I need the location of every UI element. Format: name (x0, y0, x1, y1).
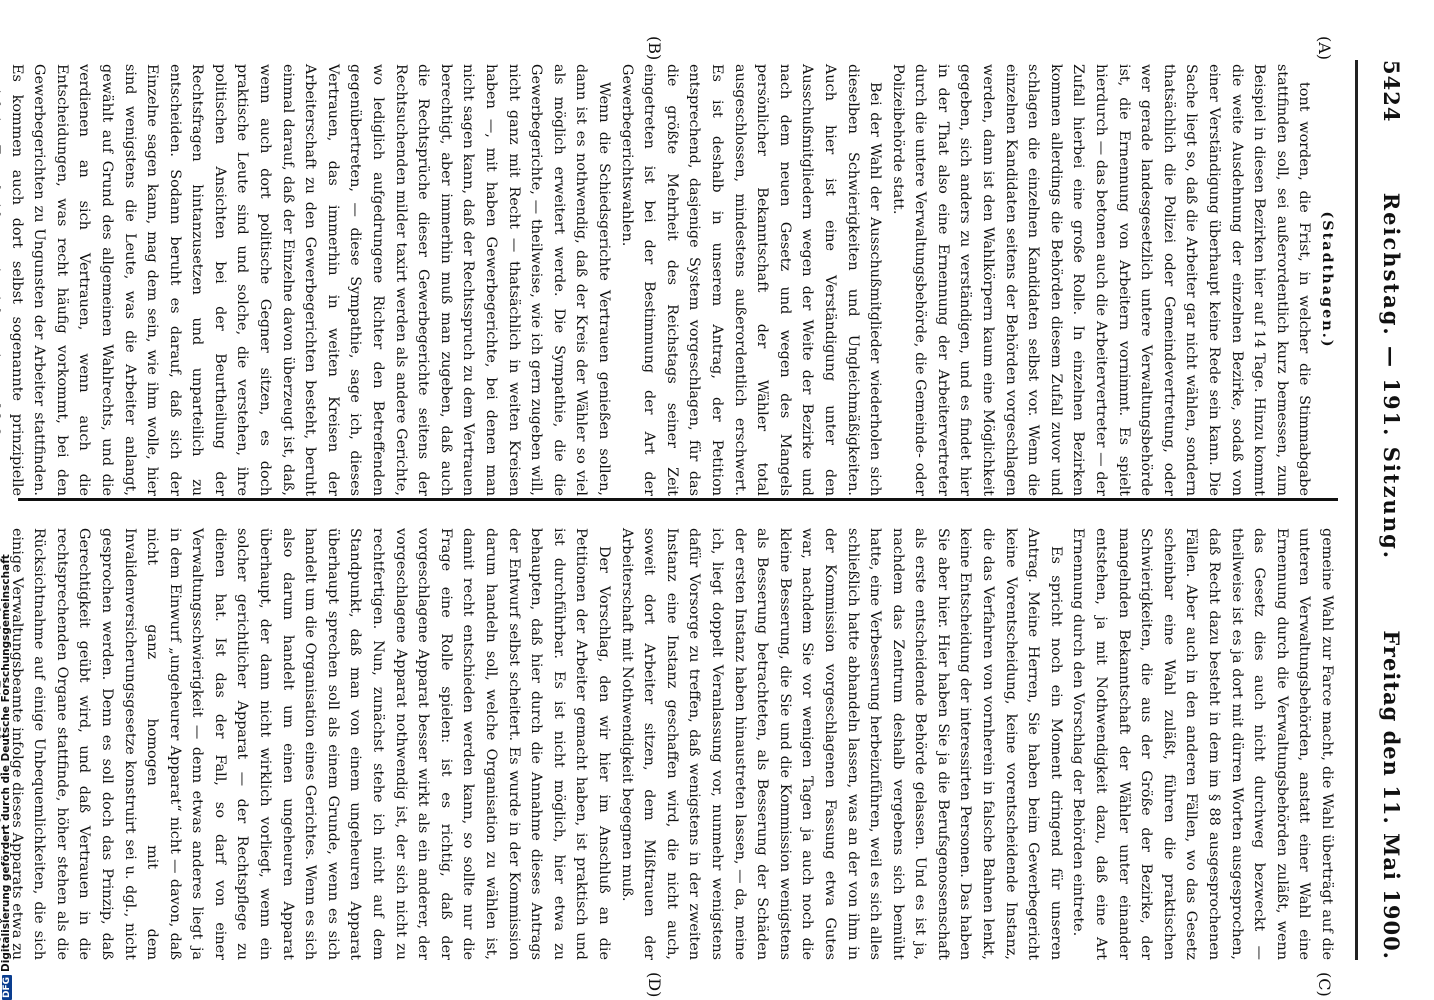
paragraph: Wenn die Schiedsgerichte Vertrauen genießen sollen, dann ist es nothwendig, daß der Kreis der Wähler so viel als möglich erweitert werde. Die Sympathie, die die Gewerbegerichte, — theilweise, wie ich gern zugeben will, nicht ganz mit Recht — thatsächlich in weiten Kreisen haben —, mit haben Gewerbegerichte, bei denen man nicht sagen kann, daß der Rechtsspruch zu dem Vertrauen berechtigt, aber immerhin muß man zugeben, daß auch die Rechtsprüche dieser Gewerbegerichte seitens der Rechtsuchenden milder taxirt werden als andere Gerichte, wo lediglich aufgedrungene Richter den Betreffenden gegenübertreten, — diese Sympathie, sage ich, dieses Vertrauen, das immerhin in weiten Kreisen der Arbeiterschaft zu den Gewerbegerichten besteht, beruht einmal darauf, daß der Einzelne davon überzeugt ist, daß, wenn auch dort politische Gegner sitzen, es doch praktische Leute sind und solche, die verstehen, ihre politischen Ansichten bei der Beurtheilung der Rechtsfragen hintanzusetzen und unparteilich zu entscheiden. Sodann beruht es darauf, daß sich der Einzelne sagen kann, mag dem sein, wie ihm wolle, hier sind wenigstens die Leute, was die Arbeiter anlangt, gewählt auf Grund des allgemeinen Wahlrechts, und die verdienen an sich Vertrauen, wenn auch die Entscheidungen, was recht häufig vorkommt, bei den Gewerbegerichten zu Ungunsten der Arbeiter stattfinden. Es kommen auch dort selbst sogenannte prinzipielle (8, 64, 612, 496)
left-text-column (8, 64, 1338, 496)
margin-marker-d: (D) (645, 972, 664, 998)
right-text-column (8, 528, 1338, 960)
digitization-note (0, 0, 14, 1000)
margin-marker-c: (C) (1315, 972, 1334, 997)
dfg-logo: DFG (2, 976, 12, 998)
header-rule (1355, 60, 1358, 960)
paragraph: Der Vorschlag, den wir hier im Anschluß an die Petitionen der Arbeiter gemacht haben, ist praktisch und ist durchführbar. Es ist nicht möglich, hier etwa zu behaupten, daß hier durch die Annahme dieses Antrags der Entwurf selbst scheitert. Es wurde in der Kommission darum handeln soll, welche Organisation zu wählen ist, damit recht entschieden werden kann, so sollte nur die Frage eine Rolle spielen: ist es richtig, daß der vorgeschlagene Apparat besser wirkt als ein anderer, der vorgeschlagene Apparat nothwendig ist, der sich nicht zu rechtfertigen. Nun, zunächst stehe ich nicht auf dem Standpunkt, daß man von einem ungeheuren Apparat überhaupt sprechen soll als einem Grunde, wenn es sich handelt um die Organisation eines Gerichtes. Wenn es sich also darum handelt um einen ungeheuren Apparat überhaupt, der dann nicht wirklich vorliegt, wenn ein solcher gerichtlicher Apparat — der Rechtspflege zu dienen hat. Ist das der Fall, so darf von einer Verwaltungsschwierigkeit — denn etwas anderes liegt ja in dem Einwurf „ungeheurer Apparat“ nicht — davon, daß nicht ganz homogen mit dem Invalidenversicherungsgesetze konstruirt sei u. dgl., nicht gesprochen werden. Denn es soll doch das Prinzip, daß Gerechtigkeit geübt wird, und daß Vertrauen in die rechtsprechenden Organe stattfinde, höher stehen als die Rücksichtnahme auf einige Unbequemlichkeiten, die sich einige Verwaltungsbeamte infolge dieses Apparats etwa zu (8, 528, 612, 960)
paragraph: Es spricht noch ein Moment dringend für unseren Antrag. Meine Herren, Sie haben beim Gewerbegericht keine Vorentscheidung, keine vorentscheidende Instanz, die das Verfahren von vornherein in falsche Bahnen lenkt, keine Entscheidung der interessirten Personen. Das haben Sie aber hier. Hier haben Sie ja die Berufsgenossenschaft als erste entscheidende Behörde gelassen. Und es ist ja, nachdem das Zentrum deshalb vergebens sich bemüht hatte, eine Verbesserung herbeizuführen, weil es sich alles schließlich hatte abhandeln lassen, was an der von ihm in der Kommission vorgeschlagenen Fassung etwa Gutes war, nachdem Sie vor wenigen Tagen ja auch noch die kleine Besserung, die Sie und die Kommission wenigstens als Besserung betrachteten, als Besserung der Schäden der ersten Instanz haben hinaustreten lassen, — da, meine ich, liegt doppelt Veranlassung vor, nunmehr wenigstens dafür Vorsorge zu treffen, daß wenigstens in der zweiten Instanz eine Instanz geschaffen wird, die nicht auch, soweit dort Arbeiter sitzen, dem Mißtrauen der Arbeiterschaft mit Nothwendigkeit begegnen muß. (618, 528, 1064, 960)
page-date: Freitag den 11. Mai 1900. (1379, 630, 1404, 960)
column-divider (18, 498, 1338, 501)
page-header (1364, 60, 1404, 960)
page-number: 5424 (1379, 60, 1404, 123)
margin-marker-a: (A) (1315, 36, 1334, 61)
margin-marker-b: (B) (645, 36, 664, 61)
paragraph: gemeine Wahl zur Farce macht, die Wahl überträgt auf die unteren Verwaltungsbehörden, anstatt einer Wahl eine Ernennung durch die Verwaltungsbehörden zuläßt, wenn das Gesetz dies auch nicht durchweg bezweckt — theilweise ist es ja dort mit dürren Worten ausgesprochen, daß Recht dazu besteht in dem im § 88 ausgesprochenen Fällen. Aber auch in den anderen Fällen, wo das Gesetz scheinbar eine Wahl zuläßt, führen die praktischen Schwierigkeiten, die aus der Größe der Bezirke, der mangelnden Bekanntschaft der Wähler unter einander entstehen, ja mit Nothwendigkeit dazu, daß eine Art Ernennung durch den Vorschlag der Behörden eintrete. (1070, 528, 1335, 960)
page-title: Reichstag. — 191. Sitzung. (1379, 192, 1404, 561)
paragraph: tont worden, die Frist, in welcher die Stimmabgabe stattfinden soll, sei außerordentlich kurz bemessen, zum Beispiel in diesen Bezirken hier auf 14 Tage. Hinzu kommt die weite Ausdehnung der einzelnen Bezirke, sodaß von einer Verständigung überhaupt keine Rede sein kann. Die Sache liegt so, daß die Arbeiter gar nicht wählen, sondern thatsächlich die Polizei oder Gemeindevertretung, oder wer gerade landesgesetzlich untere Verwaltungsbehörde ist, die Ernennung von Arbeitern vornimmt. Es spielt hierdurch — das betonen auch die Arbeitervertreter — der Zufall hierbei eine große Rolle. In einzelnen Bezirken kommen allerdings die Behörden diesem Zufall zuvor und schlagen die einzelnen Kandidaten selbst vor. Wenn die einzelnen Kandidaten seitens der Behörden vorgeschlagen werden, dann ist den Wahlkörpern kaum eine Möglichkeit gegeben, sich anders zu verständigen, und es findet hier in der That also eine Ernennung der Arbeitervertreter durch die untere Verwaltungsbehörde, die Gemeinde- oder Polizeibehörde statt. (889, 64, 1313, 496)
speaker-label: (Stadthagen.) (1319, 211, 1336, 349)
digitization-text: Digitalisierung gefördert durch die Deutsche Forschungsgemeinschaft (0, 554, 12, 972)
paragraph: Bei der Wahl der Ausschußmitglieder wiederholen sich dieselben Schwierigkeiten und Ungleichmäßigkeiten. Auch hier ist eine Verständigung unter den Ausschußmitgliedern wegen der Weite der Bezirke und nach dem neuen Gesetz und wegen des Mangels persönlicher Bekanntschaft der Wähler total ausgeschlossen, mindestens außerordentlich erschwert. Es ist deshalb in unserem Antrag, der Petition entsprechend, dasjenige System vorgeschlagen, für das die größte Mehrheit des Reichstags seiner Zeit eingetreten ist bei der Bestimmung der Art der Gewerbegerichtswahlen. (618, 64, 884, 496)
